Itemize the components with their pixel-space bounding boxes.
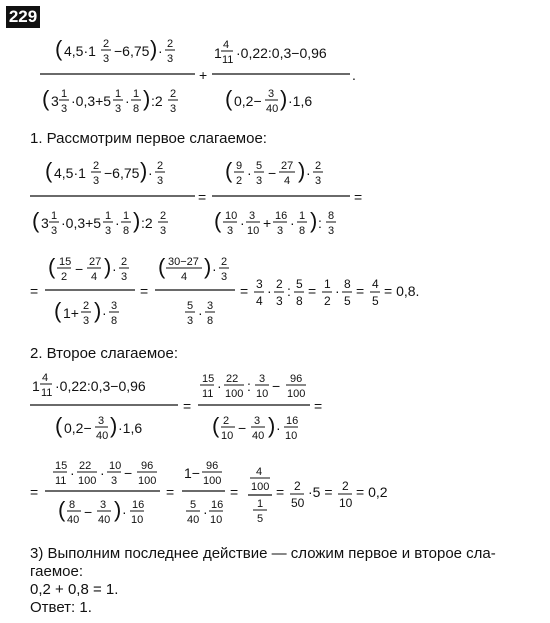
svg-text:3: 3: [276, 294, 283, 308]
svg-text:·0,3+5: ·0,3+5: [61, 215, 102, 231]
svg-text:·: ·: [276, 420, 281, 436]
svg-text:·: ·: [240, 215, 245, 231]
svg-text:3: 3: [207, 300, 214, 312]
svg-text:−: −: [75, 261, 84, 277]
svg-text:8: 8: [344, 277, 351, 291]
svg-text:2: 2: [236, 175, 243, 187]
svg-text:5: 5: [190, 499, 197, 511]
svg-text:8: 8: [328, 210, 335, 222]
svg-text:−: −: [84, 504, 93, 520]
svg-text:2: 2: [93, 160, 100, 172]
svg-text:(: (: [45, 158, 53, 183]
svg-text:−: −: [272, 378, 281, 394]
svg-text:(: (: [158, 254, 166, 279]
svg-text:3: 3: [111, 475, 118, 487]
svg-text:16: 16: [211, 499, 224, 511]
svg-text:3: 3: [121, 271, 128, 283]
svg-text:): ): [114, 497, 122, 522]
svg-text:3: 3: [221, 271, 228, 283]
svg-text:=: =: [240, 283, 249, 299]
svg-text:·: ·: [148, 165, 153, 181]
svg-text:·0,22:0,3−0,96: ·0,22:0,3−0,96: [55, 378, 146, 394]
svg-text:(: (: [48, 254, 56, 279]
svg-text:·1,6: ·1,6: [118, 420, 143, 436]
svg-text:=: =: [166, 484, 175, 500]
svg-text:=: =: [314, 398, 323, 414]
svg-text::: :: [287, 283, 291, 299]
svg-text:3: 3: [256, 175, 263, 187]
svg-text:): ): [280, 86, 288, 111]
svg-text:3: 3: [315, 175, 322, 187]
sum-line: 0,2 + 0,8 = 1.: [30, 581, 119, 598]
svg-text:): ): [143, 86, 151, 111]
svg-text:3: 3: [105, 225, 112, 237]
svg-text:(: (: [55, 413, 63, 438]
svg-text:5: 5: [257, 513, 264, 525]
svg-text:9: 9: [236, 160, 243, 172]
step3-text-line2: гаемое:: [30, 563, 83, 580]
svg-text:·: ·: [212, 261, 217, 277]
svg-text:4: 4: [372, 277, 379, 291]
svg-text:40: 40: [96, 430, 109, 442]
svg-text:3: 3: [277, 225, 284, 237]
svg-text:15: 15: [202, 373, 215, 385]
svg-text:2: 2: [324, 294, 331, 308]
svg-text:4: 4: [284, 175, 291, 187]
svg-text:3: 3: [160, 225, 167, 237]
svg-text:=: =: [308, 283, 317, 299]
svg-text:1: 1: [257, 498, 264, 510]
svg-text:2: 2: [221, 256, 228, 268]
svg-text:·: ·: [122, 504, 127, 520]
svg-text:3: 3: [259, 373, 266, 385]
svg-text:100: 100: [138, 475, 157, 487]
svg-text:·0,3+5: ·0,3+5: [71, 93, 112, 109]
svg-text:): ): [150, 36, 158, 61]
svg-text:·: ·: [247, 165, 252, 181]
svg-text:5: 5: [372, 294, 379, 308]
svg-text:= 0,8.: = 0,8.: [384, 283, 420, 299]
svg-text:(: (: [54, 298, 62, 323]
svg-text:11: 11: [222, 54, 234, 66]
svg-text:·: ·: [217, 378, 222, 394]
svg-text:1: 1: [123, 210, 130, 222]
svg-text:·: ·: [115, 215, 120, 231]
svg-text:−6,75: −6,75: [114, 43, 150, 59]
svg-text:=: =: [183, 398, 192, 414]
svg-text:3: 3: [100, 499, 107, 511]
svg-text:3: 3: [256, 277, 263, 291]
svg-text:5: 5: [187, 300, 194, 312]
svg-text:2: 2: [83, 300, 90, 312]
svg-text:10: 10: [339, 496, 353, 510]
svg-text:27: 27: [89, 256, 102, 268]
svg-text:): ): [310, 208, 318, 233]
svg-text:1: 1: [61, 88, 68, 100]
svg-text:1−: 1−: [184, 465, 200, 481]
svg-text:8: 8: [133, 103, 140, 115]
svg-text:100: 100: [287, 388, 306, 400]
svg-text:3: 3: [51, 225, 58, 237]
svg-text:5: 5: [256, 160, 263, 172]
svg-text:16: 16: [275, 210, 288, 222]
svg-text:(: (: [32, 208, 40, 233]
svg-text:): ): [204, 254, 212, 279]
svg-text:): ): [268, 413, 276, 438]
svg-text:·: ·: [100, 465, 105, 481]
svg-text:·: ·: [70, 465, 75, 481]
svg-text:−: −: [124, 465, 133, 481]
svg-text:16: 16: [132, 499, 145, 511]
svg-text:10: 10: [285, 430, 298, 442]
svg-text:8: 8: [296, 294, 303, 308]
svg-text:3: 3: [249, 210, 256, 222]
svg-text:2: 2: [160, 210, 167, 222]
svg-text:·1,6: ·1,6: [288, 93, 313, 109]
svg-text:15: 15: [55, 460, 68, 472]
svg-text:3: 3: [187, 315, 194, 327]
svg-text:=: =: [30, 484, 39, 500]
svg-text:2: 2: [170, 88, 177, 100]
svg-text:3: 3: [41, 215, 49, 231]
svg-text:40: 40: [252, 430, 265, 442]
svg-text:.: .: [352, 67, 356, 83]
svg-text:11: 11: [41, 387, 53, 399]
svg-text:3: 3: [111, 300, 118, 312]
svg-text:8: 8: [111, 315, 118, 327]
svg-text:2: 2: [276, 277, 283, 291]
svg-text:·: ·: [203, 504, 208, 520]
svg-text:+: +: [263, 215, 272, 231]
svg-text:=: =: [276, 484, 285, 500]
svg-text:): ): [133, 208, 141, 233]
svg-text:10: 10: [131, 514, 144, 526]
svg-text:8: 8: [123, 225, 130, 237]
svg-text:16: 16: [286, 415, 299, 427]
svg-text:(: (: [58, 497, 66, 522]
step2-equation-1: [0, 365, 550, 455]
svg-text:5: 5: [344, 294, 351, 308]
svg-text:5: 5: [296, 277, 303, 291]
svg-text:·: ·: [102, 305, 107, 321]
svg-text:30−27: 30−27: [168, 256, 199, 268]
svg-text:4: 4: [223, 39, 230, 51]
svg-text:(: (: [214, 208, 222, 233]
svg-text:22: 22: [226, 373, 239, 385]
svg-text:27: 27: [281, 160, 294, 172]
step3-text-line1: 3) Выполним последнее действие — сложим первое и второе сла-: [30, 545, 496, 562]
svg-text:): ): [104, 254, 112, 279]
svg-text:= 0,2: = 0,2: [356, 484, 388, 500]
svg-text:40: 40: [98, 514, 111, 526]
svg-text:3: 3: [268, 88, 275, 100]
svg-text:15: 15: [59, 256, 72, 268]
svg-text:22: 22: [79, 460, 92, 472]
step1-equation-1: [0, 150, 550, 250]
svg-text:(: (: [225, 158, 233, 183]
svg-text:96: 96: [141, 460, 154, 472]
svg-text:·: ·: [198, 305, 203, 321]
svg-text:=: =: [356, 283, 365, 299]
svg-text:4,5·1: 4,5·1: [64, 43, 96, 59]
svg-text:·: ·: [335, 283, 340, 299]
svg-text:): ): [110, 413, 118, 438]
svg-text::: :: [318, 215, 322, 231]
svg-text:40: 40: [67, 514, 80, 526]
svg-text:(: (: [212, 413, 220, 438]
svg-text:40: 40: [187, 514, 200, 526]
svg-text:3: 3: [227, 225, 234, 237]
svg-text:2: 2: [167, 38, 174, 50]
svg-text:1: 1: [324, 277, 331, 291]
svg-text:·: ·: [112, 261, 117, 277]
svg-text:11: 11: [55, 475, 67, 487]
svg-text:2: 2: [157, 160, 164, 172]
svg-text:10: 10: [225, 210, 238, 222]
svg-text:1+: 1+: [63, 305, 79, 321]
svg-text:3: 3: [254, 415, 261, 427]
svg-text:4: 4: [256, 466, 263, 478]
svg-text:4: 4: [256, 294, 263, 308]
svg-text:3: 3: [51, 93, 59, 109]
svg-text:8: 8: [299, 225, 306, 237]
svg-text:3: 3: [157, 175, 164, 187]
step2-equation-2: [0, 455, 550, 540]
svg-text:10: 10: [221, 430, 234, 442]
svg-text:96: 96: [206, 460, 219, 472]
svg-text:3: 3: [93, 175, 100, 187]
svg-text:10: 10: [210, 514, 223, 526]
svg-text:1: 1: [32, 378, 40, 394]
svg-text:·: ·: [306, 165, 311, 181]
svg-text:3: 3: [115, 103, 122, 115]
svg-text:3: 3: [103, 53, 110, 65]
svg-text:=: =: [140, 283, 149, 299]
svg-text:4: 4: [181, 271, 188, 283]
svg-text:96: 96: [290, 373, 303, 385]
svg-text:·: ·: [290, 215, 295, 231]
svg-text:10: 10: [109, 460, 122, 472]
svg-text:2: 2: [315, 160, 322, 172]
problem-number-badge: 229: [6, 6, 40, 28]
svg-text:+: +: [199, 67, 208, 83]
svg-text:0,2−: 0,2−: [64, 420, 92, 436]
svg-text:3: 3: [83, 315, 90, 327]
svg-text:2: 2: [61, 271, 68, 283]
answer-line: Ответ: 1.: [30, 599, 92, 616]
svg-text:2: 2: [223, 415, 230, 427]
svg-text:=: =: [198, 189, 207, 205]
svg-text:1: 1: [105, 210, 112, 222]
svg-text:1: 1: [133, 88, 140, 100]
svg-text:=: =: [354, 189, 363, 205]
svg-text:): ): [298, 158, 306, 183]
svg-text:(: (: [225, 86, 233, 111]
svg-text:10: 10: [256, 388, 269, 400]
svg-text:): ): [94, 298, 102, 323]
svg-text:=: =: [230, 484, 239, 500]
svg-text:100: 100: [225, 388, 244, 400]
svg-text:·5 =: ·5 =: [308, 484, 333, 500]
svg-text:1: 1: [115, 88, 122, 100]
svg-text::: :: [247, 378, 251, 394]
svg-text:50: 50: [291, 496, 305, 510]
svg-text:8: 8: [69, 499, 76, 511]
svg-text:3: 3: [170, 103, 177, 115]
svg-text:4,5·1: 4,5·1: [54, 165, 86, 181]
svg-text:−: −: [238, 420, 247, 436]
svg-text:3: 3: [167, 53, 174, 65]
svg-text:·: ·: [267, 283, 272, 299]
svg-text:3: 3: [61, 103, 68, 115]
step1-title: 1. Рассмотрим первое слагаемое:: [30, 130, 267, 147]
svg-text:2: 2: [103, 38, 110, 50]
svg-text::2: :2: [151, 93, 163, 109]
svg-text:(: (: [42, 86, 50, 111]
svg-text::2: :2: [141, 215, 153, 231]
svg-text:11: 11: [202, 388, 214, 400]
svg-text:4: 4: [91, 271, 98, 283]
svg-text:4: 4: [42, 372, 49, 384]
svg-text:1: 1: [51, 210, 58, 222]
svg-text:10: 10: [247, 225, 260, 237]
svg-text:0,2−: 0,2−: [234, 93, 262, 109]
svg-text:3: 3: [328, 225, 335, 237]
svg-text:·0,22:0,3−0,96: ·0,22:0,3−0,96: [236, 45, 327, 61]
svg-text:1: 1: [214, 45, 222, 61]
step1-equation-2: [0, 250, 550, 340]
svg-text:·: ·: [158, 43, 163, 59]
svg-text:2: 2: [342, 479, 349, 493]
svg-text:2: 2: [294, 479, 301, 493]
svg-text:·: ·: [125, 93, 130, 109]
svg-text:100: 100: [203, 475, 222, 487]
svg-text:(: (: [55, 36, 63, 61]
svg-text:40: 40: [266, 103, 279, 115]
svg-text:100: 100: [251, 481, 270, 493]
svg-text:2: 2: [121, 256, 128, 268]
svg-text:−6,75: −6,75: [104, 165, 140, 181]
svg-text:3: 3: [98, 415, 105, 427]
svg-text:100: 100: [78, 475, 97, 487]
step2-title: 2. Второе слагаемое:: [30, 345, 179, 362]
svg-text:8: 8: [207, 315, 214, 327]
svg-text:=: =: [30, 283, 39, 299]
svg-text:−: −: [268, 165, 277, 181]
svg-text:1: 1: [299, 210, 306, 222]
svg-text:): ): [140, 158, 148, 183]
